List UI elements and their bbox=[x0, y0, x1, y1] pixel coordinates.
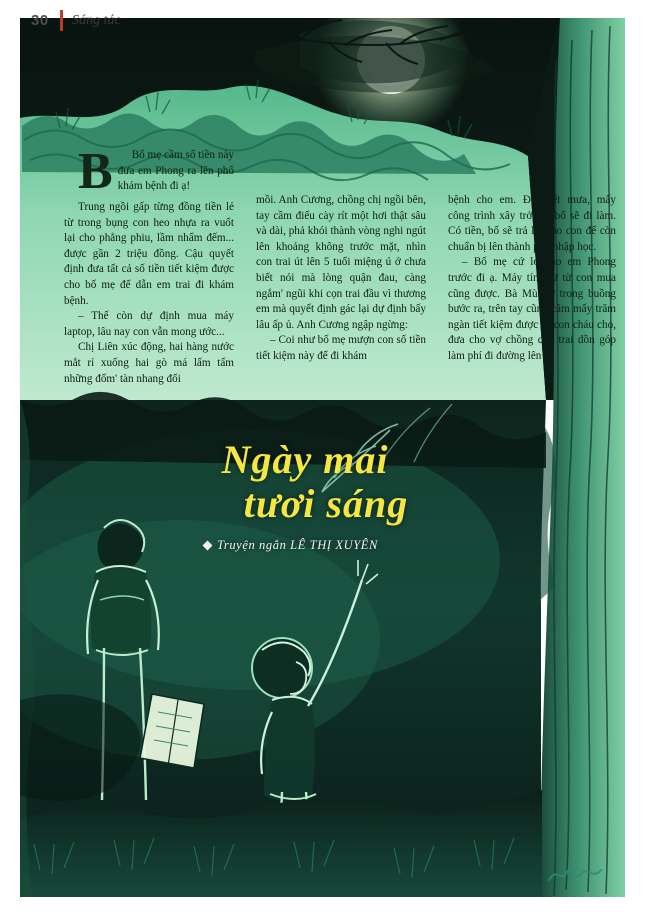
byline-text: Truyện ngắn LÊ THỊ XUYÊN bbox=[217, 538, 378, 552]
signature-icon bbox=[545, 862, 605, 886]
paragraph: Trung ngồi gấp từng đồng tiền lẻ từ trong bụng con heo nhựa ra vuốt lại cho phẳng phiu, lầm nhẩm đếm... được gần 2 triệu đồng. Cậu quyết định đưa tất cả số tiền tiết kiệm được cho bố mẹ để dẫn em trai đi khám bệnh. bbox=[64, 201, 234, 307]
article-title-block bbox=[160, 438, 450, 553]
page-number: 30 bbox=[31, 12, 49, 29]
paragraph: – Thế còn dự định mua máy laptop, lâu nay con vẫn mong ước... bbox=[64, 310, 234, 338]
paragraph: bệnh cho em. Đợi hết mưa, mấy công trình xây trở lại, bố sẽ đi làm. Có tiền, bố sẽ trả lại cho con để còn chuẩn bị lên thành phố nhập học. bbox=[448, 194, 616, 253]
article-title-line-2: tươi sáng bbox=[243, 481, 409, 526]
paragraph: Chị Liên xúc động, hai hàng nước mắt rỉ xuống hai gò má lấm tấm những đốm' tàn nhang đối bbox=[64, 341, 234, 385]
text-column-3 bbox=[448, 193, 616, 365]
paragraph: – Bố mẹ cứ lo cho em Phong trước đi ạ. Máy tính từ từ con mua cũng được. Bà Mùi từ trong buồng bước ra, trên tay cũng cầm mấy trăm ngàn tiết kiệm được từ con cháu cho, đưa cho vợ chồng con trai dồn góp làm phí đi đường lên bbox=[448, 256, 616, 362]
paragraph bbox=[64, 143, 234, 200]
drop-cap: B bbox=[78, 143, 113, 200]
paragraph-text: Bố mẹ cầm số tiền này đưa em Phong ra lên phố khám bệnh đi ạ! bbox=[117, 149, 234, 193]
paragraph: mồi. Anh Cương, chồng chị ngồi bên, tay cầm điếu cày rít một hơi thật sâu và dài, phả khói thành vòng nghi ngút lên khoảng không trước mặt, nhìn con trai út lên 5 tuổi miệng ú ớ chưa biết nói mà lòng quận đau, càng ngắm' ngũi khi cọn trai đầu vì thương em mà quyết định gác lại dự định bấy lâu ấp ủ. Anh Cương ngập ngừng: bbox=[256, 194, 426, 331]
artist-signature bbox=[545, 862, 605, 891]
text-column-2 bbox=[256, 193, 426, 365]
byline bbox=[204, 538, 450, 553]
diamond-bullet-icon bbox=[203, 541, 213, 551]
section-label: Sáng tác bbox=[60, 10, 130, 31]
text-column-1 bbox=[64, 143, 234, 387]
page-header bbox=[0, 0, 645, 38]
article-title-line-1: Ngày mai bbox=[221, 437, 389, 482]
paragraph: – Coi như bố mẹ mượn con số tiền tiết kiệm này để đi khám bbox=[256, 334, 426, 362]
